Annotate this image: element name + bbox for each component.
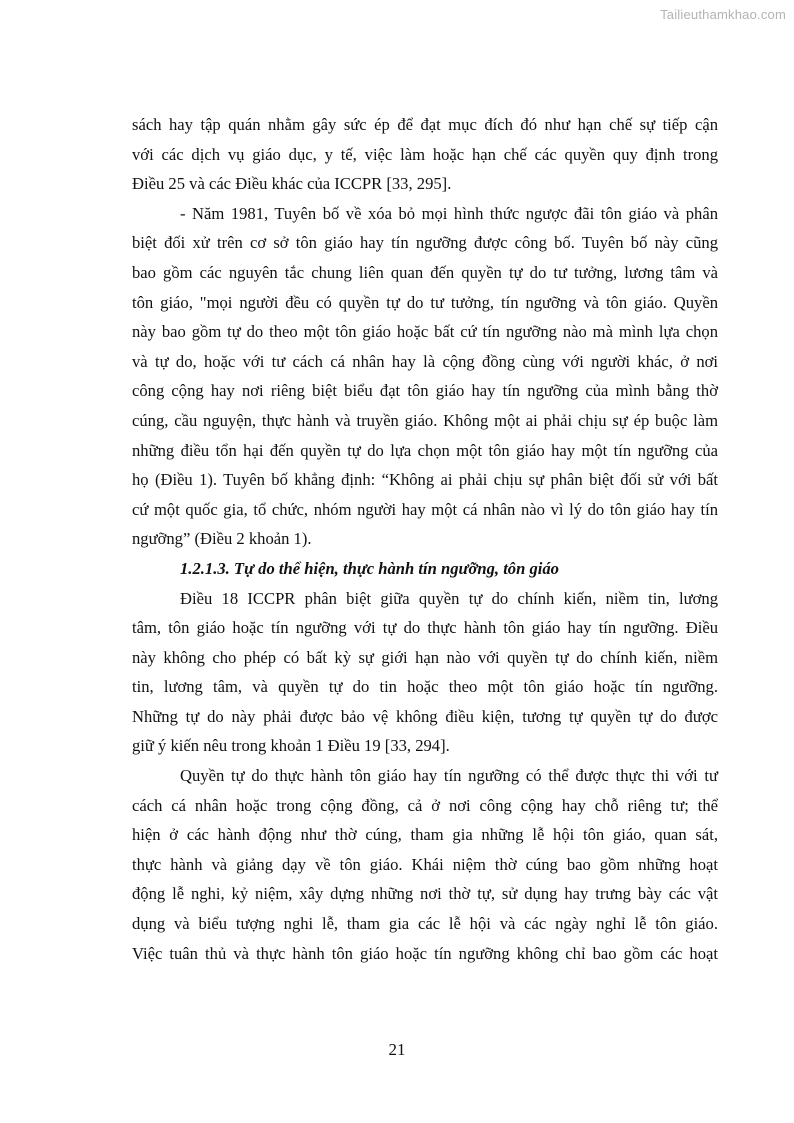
text-line: biệt đối xử trên cơ sở tôn giáo hay tín ngưỡng được công bố. Tuyên bố này cũng: [132, 233, 718, 253]
text-line: - Năm 1981, Tuyên bố về xóa bỏ mọi hình thức ngược đãi tôn giáo và phân: [180, 203, 718, 223]
page-number: 21: [388, 1040, 406, 1059]
text-line: này bao gồm tự do theo một tôn giáo hoặc bất cứ tín ngưỡng nào mà mình lựa chọn: [132, 322, 718, 342]
text-line: giữ ý kiến nêu trong khoản 1 Điều 19 [33, 294].: [132, 736, 450, 756]
text-line: tin, lương tâm, và quyền tự do tin hoặc theo một tôn giáo hoặc tín ngưỡng.: [132, 677, 718, 697]
text-line: những điều tổn hại đến quyền tự do lựa chọn một tôn giáo hay một tín ngưỡng của: [132, 440, 718, 460]
text-line: cúng, cầu nguyện, thực hành và truyền giáo. Không một ai phải chịu sự ép buộc làm: [132, 410, 718, 430]
text-line: bao gồm các nguyên tắc chung liên quan đến quyền tự do tư tưởng, lương tâm và: [132, 262, 718, 282]
text-line: này không cho phép có bất kỳ sự giới hạn nào với quyền tự do chính kiến, niềm: [132, 647, 718, 667]
text-line: cứ một quốc gia, tổ chức, nhóm người hay một cá nhân nào vì lý do tôn giáo hay tín: [132, 499, 718, 519]
text-line: tôn giáo, "mọi người đều có quyền tự do tư tưởng, tín ngưỡng và tôn giáo. Quyền: [132, 292, 718, 312]
text-line: Điều 18 ICCPR phân biệt giữa quyền tự do chính kiến, niềm tin, lương: [180, 588, 718, 608]
text-line: dụng và biểu tượng nghi lễ, tham gia các lễ hội và các ngày nghỉ lễ tôn giáo.: [132, 914, 718, 934]
text-line: tâm, tôn giáo hoặc tín ngưỡng với tự do thực hành tôn giáo hay tín ngưỡng. Điều: [132, 618, 718, 638]
text-line: động lễ nghi, kỷ niệm, xây dựng những nơi thờ tự, sử dụng hay trưng bày các vật: [132, 884, 718, 904]
section-heading: 1.2.1.3. Tự do thể hiện, thực hành tín ngưỡng, tôn giáo: [180, 558, 559, 578]
text-line: ngưỡng” (Điều 2 khoản 1).: [132, 529, 312, 549]
text-line: Những tự do này phải được bảo vệ không điều kiện, tương tự quyền tự do được: [132, 706, 718, 726]
text-line: Việc tuân thủ và thực hành tôn giáo hoặc tín ngưỡng không chỉ bao gồm các hoạt: [132, 943, 718, 963]
text-line: Điều 25 và các Điều khác của ICCPR [33, 295].: [132, 174, 452, 194]
text-line: cách cá nhân hoặc trong cộng đồng, cả ở nơi công cộng hay chỗ riêng tư; thể: [132, 795, 718, 815]
text-line: và tự do, hoặc với tư cách cá nhân hay là cộng đồng cùng với người khác, ở nơi: [132, 351, 718, 371]
text-line: họ (Điều 1). Tuyên bố khẳng định: “Không ai phải chịu sự phân biệt đối sử với bất: [132, 470, 718, 490]
page-body: [132, 110, 718, 968]
watermark-text: Tailieuthamkhao.com: [660, 7, 786, 22]
text-line: thực hành và giảng dạy về tôn giáo. Khái niệm thờ cúng bao gồm những hoạt: [132, 854, 718, 874]
text-line: sách hay tập quán nhằm gây sức ép để đạt mục đích đó như hạn chế sự tiếp cận: [132, 115, 718, 134]
text-line: công cộng hay nơi riêng biệt biểu đạt tôn giáo hay tín ngưỡng của mình bằng thờ: [132, 381, 718, 401]
text-line: hiện ở các hành động như thờ cúng, tham gia những lễ hội tôn giáo, quan sát,: [132, 825, 718, 845]
text-line: với các dịch vụ giáo dục, y tế, việc làm hoặc hạn chế các quyền quy định trong: [132, 144, 718, 164]
text-line: Quyền tự do thực hành tôn giáo hay tín ngưỡng có thể được thực thi với tư: [180, 766, 718, 786]
